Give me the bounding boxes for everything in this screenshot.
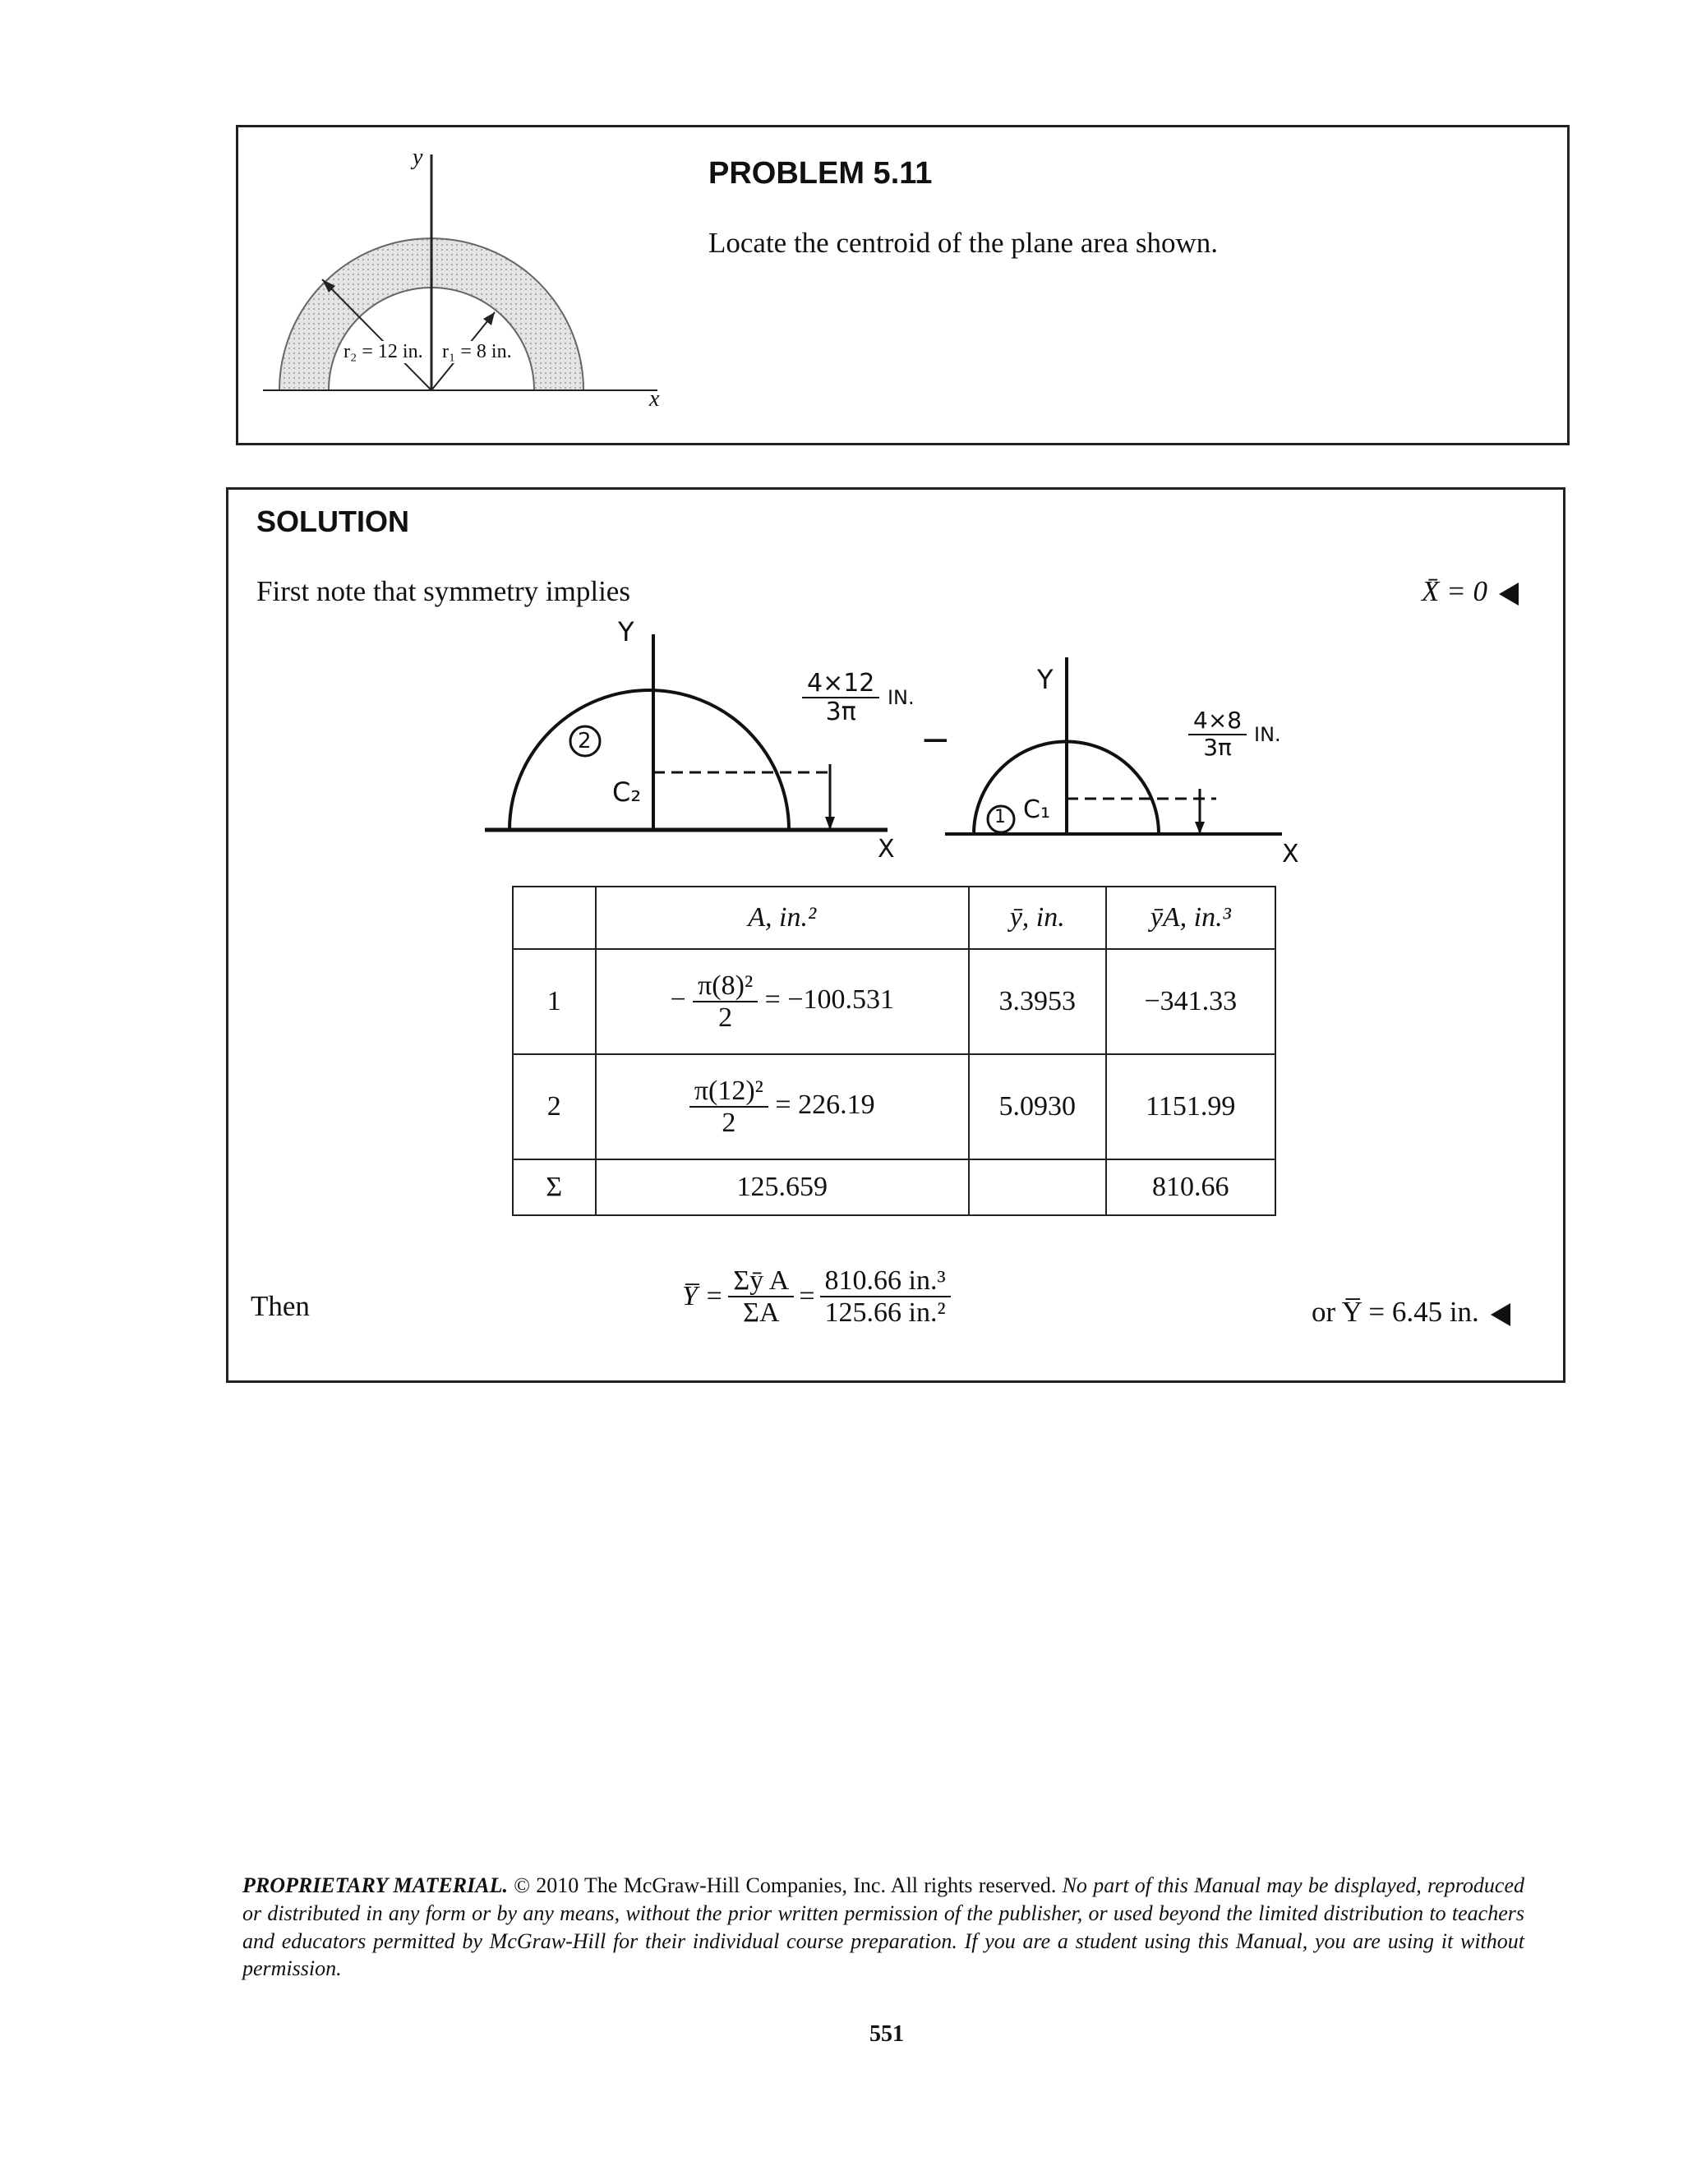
sketch-left-y-label: Y	[618, 616, 634, 647]
solution-intro: First note that symmetry implies	[256, 575, 630, 607]
result-marker-icon	[1491, 1303, 1510, 1326]
table-header-id	[513, 887, 596, 949]
row-ybara: −341.33	[1106, 949, 1275, 1054]
table-header-row	[513, 887, 1275, 949]
sketch-right-x-label: X	[1282, 840, 1299, 869]
xbar-result	[1422, 575, 1519, 608]
sketch-right-dim-num: 4×8	[1188, 708, 1247, 735]
problem-y-axis-label: y	[413, 145, 423, 170]
row-ybar: 3.3953	[969, 949, 1106, 1054]
ybar-result	[1312, 1296, 1510, 1329]
r1-label: r₁ = 8 in.	[442, 341, 512, 362]
row-area-sign: −	[670, 984, 686, 1015]
table-sum-row	[513, 1159, 1275, 1215]
row-area-value: = 226.19	[775, 1089, 875, 1120]
table-header-ybara: ȳA, in.³	[1106, 887, 1275, 949]
row-id: 2	[513, 1054, 596, 1159]
row-id: 1	[513, 949, 596, 1054]
sketch-left-dim-den: 3π	[825, 698, 856, 726]
table-row	[513, 1054, 1275, 1159]
sketch-left-dimension	[802, 670, 915, 726]
sum-id: Σ	[513, 1159, 596, 1215]
footer-bold-lead: PROPRIETARY MATERIAL.	[242, 1873, 508, 1897]
ybar-result-text: or Y̅ = 6.45 in.	[1312, 1296, 1479, 1328]
sum-ybar	[969, 1159, 1106, 1215]
equation-den1: ΣA	[743, 1297, 780, 1329]
sketch-left-centroid-label: C₂	[612, 776, 642, 808]
table-row	[513, 949, 1275, 1054]
sketch-right-region-label: 1	[994, 807, 1006, 827]
sum-area: 125.659	[596, 1159, 969, 1215]
problem-x-axis-label: x	[649, 386, 660, 412]
then-label: Then	[251, 1290, 310, 1322]
table-header-ybar: ȳ, in.	[969, 887, 1106, 949]
ybar-equation	[682, 1265, 951, 1329]
row-ybara: 1151.99	[1106, 1054, 1275, 1159]
sketch-right-centroid-label: C₁	[1023, 795, 1050, 824]
centroid-table	[512, 886, 1276, 1216]
row-ybar: 5.0930	[969, 1054, 1106, 1159]
sketch-left-x-label: X	[878, 835, 895, 864]
row-area-num: π(12)²	[689, 1076, 768, 1108]
page-number: 551	[869, 2021, 904, 2047]
r2-label: r₂ = 12 in.	[344, 341, 423, 362]
table-header-area: A, in.²	[596, 887, 969, 949]
sketch-right-dimension	[1188, 708, 1281, 761]
equation-num1: Σȳ A	[728, 1265, 794, 1297]
sketch-right-y-label: Y	[1037, 664, 1054, 695]
sketch-left-region-label: 2	[578, 729, 592, 753]
equation-lhs: Y̅ =	[682, 1281, 724, 1312]
footer-italic: No part of this Manual may be displayed, reproduced or distributed in any form or by any means, without the prior written permission of the publisher, or used beyond the limited distribution to teachers and educators permitted by McGraw-Hill for their individual course preparation. If you are a student using this Manual, you are using it without permission.	[242, 1873, 1524, 1981]
problem-title: PROBLEM 5.11	[708, 156, 933, 191]
row-area-den: 2	[722, 1108, 736, 1138]
equation-den2: 125.66 in.²	[824, 1297, 946, 1329]
sketch-left-dim-num: 4×12	[802, 670, 879, 698]
sketch-right-dim-unit: IN.	[1254, 722, 1281, 746]
copyright-footer	[242, 1872, 1524, 1983]
row-area-den: 2	[718, 1002, 733, 1033]
sketch-minus-sign: −	[920, 719, 951, 761]
sketch-left-dim-unit: IN.	[887, 686, 915, 709]
sum-ybara: 810.66	[1106, 1159, 1275, 1215]
result-marker-icon	[1499, 583, 1519, 606]
row-area-num: π(8)²	[693, 970, 758, 1002]
equation-eq: =	[799, 1281, 815, 1312]
row-area-value: = −100.531	[764, 984, 895, 1015]
xbar-result-text: X̄ = 0	[1422, 575, 1487, 607]
equation-num2: 810.66 in.³	[820, 1265, 951, 1297]
problem-figure	[263, 140, 690, 419]
solution-heading: SOLUTION	[256, 505, 409, 538]
row-area	[596, 1054, 969, 1159]
problem-statement: Locate the centroid of the plane area shown.	[708, 227, 1219, 259]
sketch-right-dim-den: 3π	[1203, 733, 1232, 761]
footer-text: © 2010 The McGraw-Hill Companies, Inc. All rights reserved.	[507, 1873, 1057, 1897]
row-area	[596, 949, 969, 1054]
